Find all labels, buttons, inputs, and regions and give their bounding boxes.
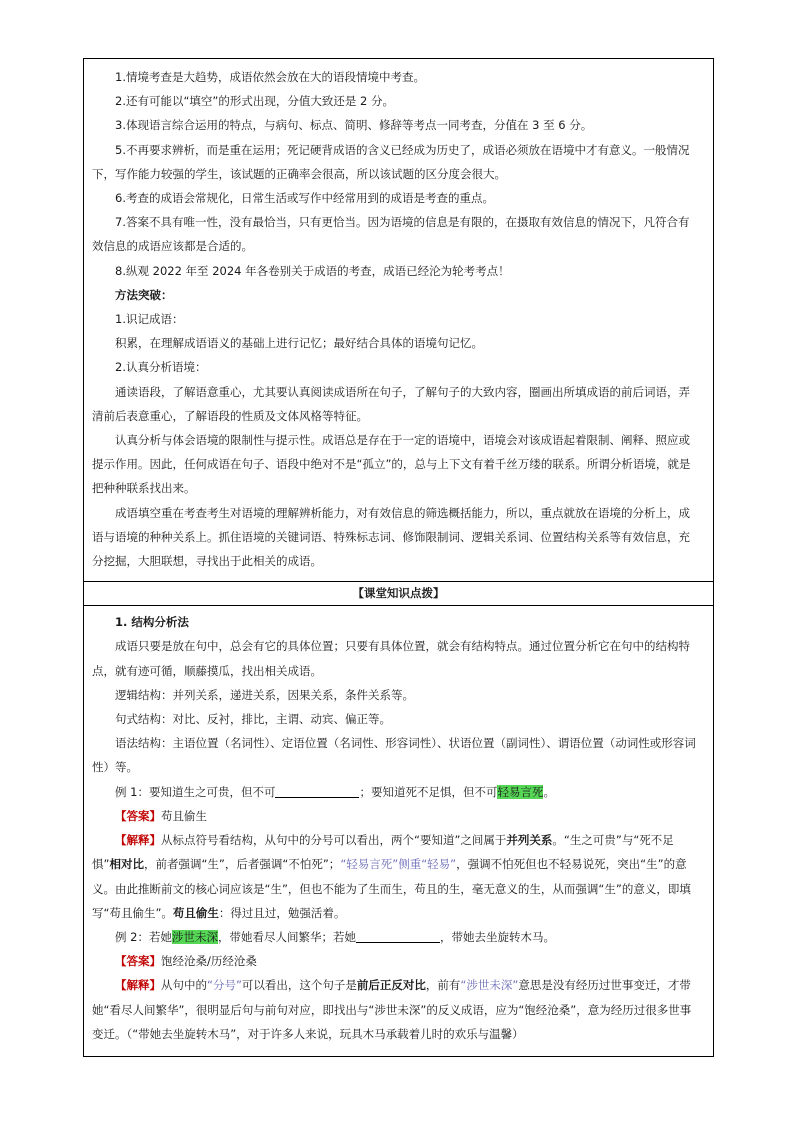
fill-blank-1 bbox=[275, 785, 359, 798]
example-1-text-a: 例 1：要知道生之可贵，但不可 bbox=[115, 784, 276, 799]
explanation-1-a: 从标点符号看结构，从句中的分号可以看出，两个“要知道”之间属于 bbox=[161, 833, 507, 848]
explanation-label: 【解释】 bbox=[115, 978, 161, 993]
point-1: 1.情境考查是大趋势，成语依然会放在大的语段情境中考查。 bbox=[115, 70, 425, 84]
explanation-2-a: 从句中的 bbox=[161, 978, 207, 993]
example-2-text-a: 例 2：若她 bbox=[115, 929, 172, 944]
answer-2 bbox=[92, 949, 699, 973]
example-1-text-c: 。 bbox=[543, 784, 555, 799]
exam-trend-section bbox=[84, 59, 713, 582]
explanation-1-g: ，强调不怕死但也不轻易说死，突出“生”的意义。由此推断前文的核心词应该是“生”，但也不能为了生而生，苟且的生，毫无意义的生，从而强调“生”的意义，即填写“苟且偷生”。 bbox=[92, 857, 691, 920]
explanation-2-e: ，前有 bbox=[425, 978, 461, 993]
example-1 bbox=[92, 780, 699, 804]
method-2-text-3: 成语填空重在考查考生对语境的理解辨析能力，对有效信息的筛选概括能力，所以，重点就放在语境的分析上，成语与语境的种种关系上。抓住语境的关键词语、特殊标志词、修饰限制词、逻辑关系词、位置结构关系等有效信息，充分挖掘，大胆联想，寻找出于此相关的成语。 bbox=[92, 505, 690, 569]
explanation-2-f: “涉世未深” bbox=[460, 978, 519, 993]
answer-2-text: 饱经沧桑/历经沧桑 bbox=[161, 954, 257, 969]
explanation-2 bbox=[92, 973, 699, 1046]
method-1-title: 1.识记成语： bbox=[115, 312, 184, 327]
explanation-1-f: “轻易言死”侧重“轻易” bbox=[340, 857, 457, 872]
explanation-1-h: 苟且偷生 bbox=[172, 905, 219, 920]
point-7: 7.答案不具有唯一性，没有最恰当，只有更恰当。因为语境的信息是有限的，在摄取有效信息的情况下，凡符合有效信息的成语应该都是合适的。 bbox=[92, 215, 690, 254]
explanation-label: 【解释】 bbox=[115, 833, 161, 848]
method-2-text-1: 通读语段，了解语意重心，尤其要认真阅读成语所在句子，了解句子的大致内容，圈画出所填成语的前后词语，弄清前后表意重心，了解语段的性质及文体风格等特征。 bbox=[92, 384, 690, 423]
explanation-2-g: 意思是没有经历过世事变迁，才带她“看尽人间繁华”，很明显后句与前句对应，即找出与“涉世未深”的反义成语，应为“饱经沧桑”，意为经历过很多世事变迁。（“带她去坐旋转木马”，对于许多人来说，玩具木马承载着儿时的欢乐与温馨） bbox=[92, 978, 692, 1041]
grammar-structure: 语法结构：主语位置（名词性）、定语位置（名词性、形容词性）、状语位置（副词性）、谓语位置（动词性或形容词性）等。 bbox=[92, 736, 696, 775]
explanation-1-c: 。“生之可贵”与“死不足惧” bbox=[92, 833, 674, 872]
logic-structure: 逻辑结构：并列关系，递进关系，因果关系，条件关系等。 bbox=[115, 687, 414, 702]
explanation-1-d: 相对比 bbox=[109, 857, 144, 872]
explanation-2-b: “分号” bbox=[207, 978, 242, 993]
explanation-2-c: 可以看出，这个句子是 bbox=[241, 978, 357, 993]
highlighted-idiom-2: 涉世未深 bbox=[171, 929, 218, 944]
method-heading: 1. 结构分析法 bbox=[115, 615, 189, 630]
method-title: 方法突破： bbox=[115, 287, 173, 302]
method-1-text: 积累，在理解成语语义的基础上进行记忆；最好结合具体的语境句记忆。 bbox=[115, 336, 483, 351]
section-header: 【课堂知识点拨】 bbox=[84, 582, 713, 606]
explanation-1-i: ：得过且过，勉强活着。 bbox=[218, 905, 346, 920]
sentence-structure: 句式结构：对比、反衬，排比，主谓、动宾、偏正等。 bbox=[115, 712, 391, 727]
example-1-text-b: ；要知道死不足惧，但不可 bbox=[359, 784, 498, 799]
knowledge-section bbox=[84, 606, 713, 1056]
example-2 bbox=[92, 925, 699, 949]
example-2-text-c: ，带她去坐旋转木马。 bbox=[439, 929, 555, 944]
point-6: 6.考查的成语会常规化，日常生活或写作中经常用到的成语是考查的重点。 bbox=[115, 191, 494, 206]
method-2-text-2: 认真分析与体会语境的限制性与提示性。成语总是存在于一定的语境中，语境会对该成语起着限制、阐释、照应或提示作用。因此，任何成语在句子、语段中绝对不是“孤立”的，总与上下文有着千丝万缕的联系。所谓分析语境，就是把种种联系找出来。 bbox=[92, 433, 691, 496]
explanation-1 bbox=[92, 828, 699, 925]
example-2-text-b: ，带她看尽人间繁华；若她 bbox=[217, 929, 356, 944]
answer-label: 【答案】 bbox=[115, 808, 161, 823]
answer-label: 【答案】 bbox=[115, 954, 161, 969]
explanation-1-e: ，前者强调“生”，后者强调“不怕死”； bbox=[143, 857, 341, 872]
structure-text: 成语只要是放在句中，总会有它的具体位置；只要有具体位置，就会有结构特点。通过位置分析它在句中的结构特点，就有迹可循，顺藤摸瓜，找出相关成语。 bbox=[92, 639, 690, 678]
document-table bbox=[83, 58, 714, 1057]
point-3: 3.体现语言综合运用的特点，与病句、标点、简明、修辞等考点一同考查，分值在 3 至 6 分。 bbox=[115, 118, 593, 133]
explanation-1-b: 并列关系 bbox=[506, 833, 553, 848]
method-2-title: 2.认真分析语境： bbox=[115, 360, 207, 375]
point-8: 8.纵观 2022 年至 2024 年各卷别关于成语的考查，成语已经沦为轮考考点！ bbox=[115, 263, 510, 278]
explanation-2-d: 前后正反对比 bbox=[356, 978, 426, 993]
fill-blank-2 bbox=[356, 930, 440, 943]
point-2: 2.还有可能以“填空”的形式出现，分值大致还是 2 分。 bbox=[115, 94, 395, 109]
answer-1-text: 苟且偷生 bbox=[161, 808, 207, 823]
answer-1 bbox=[92, 804, 699, 828]
point-5: 5.不再要求辨析，而是重在运用；死记硬背成语的含义已经成为历史了，成语必须放在语境中才有意义。一般情况下，写作能力较强的学生，该试题的正确率会很高，所以该试题的区分度会很大。 bbox=[92, 142, 690, 181]
highlighted-idiom-1: 轻易言死 bbox=[497, 784, 544, 799]
